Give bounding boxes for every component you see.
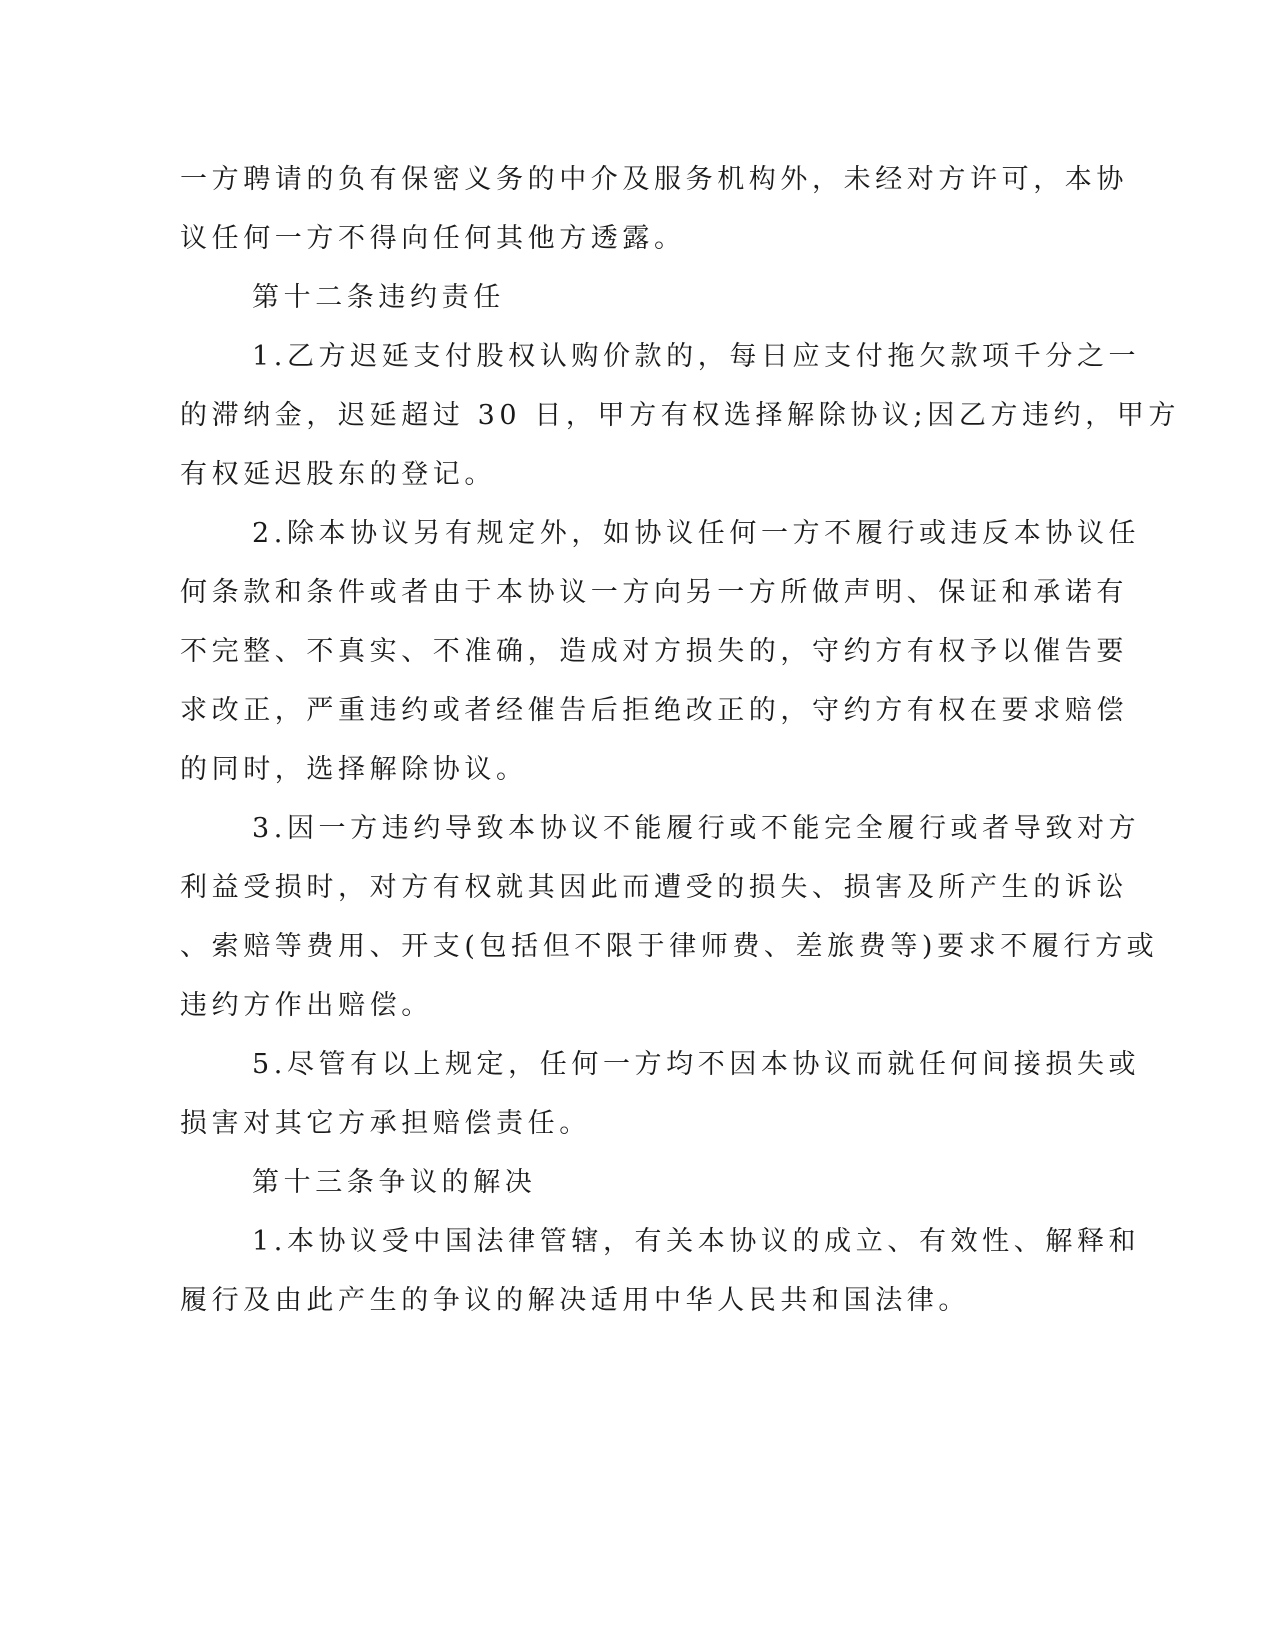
body-text-line: 一方聘请的负有保密义务的中介及服务机构外，未经对方许可，本协 bbox=[180, 164, 1128, 195]
body-text-line: 损害对其它方承担赔偿责任。 bbox=[180, 1108, 591, 1139]
body-text-line: 有权延迟股东的登记。 bbox=[180, 459, 496, 490]
body-text-line: 利益受损时，对方有权就其因此而遭受的损失、损害及所产生的诉讼 bbox=[180, 872, 1128, 903]
clause-1-first-line: 1.本协议受中国法律管辖，有关本协议的成立、有效性、解释和 bbox=[252, 1226, 1141, 1257]
clause-5-first-line: 5.尽管有以上规定，任何一方均不因本协议而就任何间接损失或 bbox=[252, 1049, 1141, 1080]
clause-3-first-line: 3.因一方违约导致本协议不能履行或不能完全履行或者导致对方 bbox=[252, 813, 1141, 844]
body-text-line: 不完整、不真实、不准确，造成对方损失的，守约方有权予以催告要 bbox=[180, 636, 1128, 667]
body-text-line: 的滞纳金，迟延超过 30 日，甲方有权选择解除协议;因乙方违约，甲方 bbox=[180, 400, 1181, 431]
body-text-line: 求改正，严重违约或者经催告后拒绝改正的，守约方有权在要求赔偿 bbox=[180, 695, 1128, 726]
body-text-line: 何条款和条件或者由于本协议一方向另一方所做声明、保证和承诺有 bbox=[180, 577, 1128, 608]
body-text-line: 议任何一方不得向任何其他方透露。 bbox=[180, 223, 686, 254]
section-heading-article-12: 第十二条违约责任 bbox=[252, 282, 505, 313]
body-text-line: 违约方作出赔偿。 bbox=[180, 990, 433, 1021]
section-heading-article-13: 第十三条争议的解决 bbox=[252, 1167, 537, 1198]
body-text-line: 履行及由此产生的争议的解决适用中华人民共和国法律。 bbox=[180, 1285, 970, 1316]
body-text-line: 的同时，选择解除协议。 bbox=[180, 754, 528, 785]
clause-1-first-line: 1.乙方迟延支付股权认购价款的，每日应支付拖欠款项千分之一 bbox=[252, 341, 1141, 372]
clause-2-first-line: 2.除本协议另有规定外，如协议任何一方不履行或违反本协议任 bbox=[252, 518, 1141, 549]
body-text-line: 、索赔等费用、开支(包括但不限于律师费、差旅费等)要求不履行方或 bbox=[180, 931, 1159, 962]
